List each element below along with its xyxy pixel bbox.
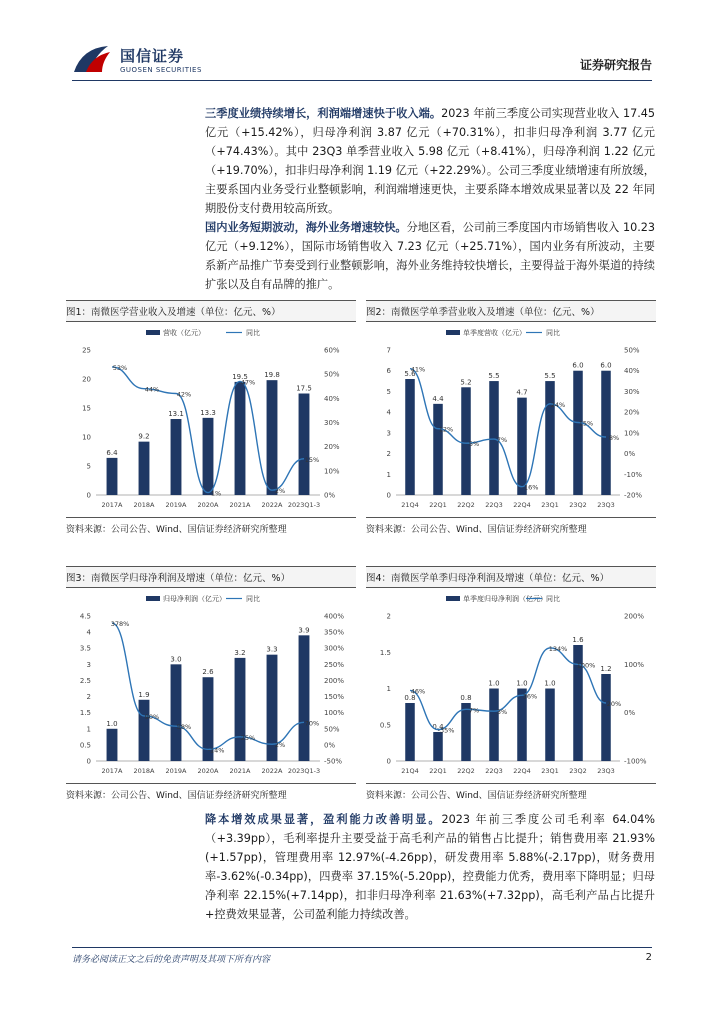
y-tick-label: 2 (86, 693, 91, 702)
x-tick-label: 2023Q1-3 (287, 501, 321, 509)
y-tick-label: 10 (82, 433, 91, 442)
x-tick-label: 22Q1 (429, 767, 447, 775)
growth-label: 36% (522, 692, 538, 701)
y2-tick-label: -20% (624, 491, 643, 500)
bar (299, 635, 310, 761)
growth-label: -14% (207, 746, 225, 755)
growth-label: 46% (410, 687, 426, 696)
growth-label: 24% (550, 400, 566, 409)
x-tick-label: 22Q3 (485, 501, 503, 509)
x-tick-label: 2019A (165, 767, 187, 775)
bar (299, 394, 310, 496)
x-tick-label: 23Q1 (541, 767, 559, 775)
y2-tick-label: 100% (324, 709, 345, 718)
bar (405, 379, 415, 495)
figure-3-source: 资料来源：公司公告、Wind、国信证券经济研究所整理 (66, 783, 356, 801)
y2-tick-label: 40% (624, 367, 640, 376)
y-tick-label: 0.5 (379, 721, 391, 730)
bar (235, 382, 246, 495)
y2-tick-label: 150% (324, 693, 345, 702)
report-type: 证券研究报告 (579, 58, 652, 72)
growth-label: 7% (468, 706, 480, 715)
bar-value-label: 4.4 (432, 394, 444, 403)
y-tick-label: 5 (86, 462, 91, 471)
growth-label: 378% (110, 620, 130, 629)
figure-2 (366, 300, 656, 535)
figure-2-chart (366, 322, 656, 517)
y2-tick-label: 400% (324, 612, 345, 621)
bar-value-label: 4.7 (516, 388, 528, 397)
bar (171, 664, 182, 761)
y2-tick-label: 20% (324, 443, 340, 452)
y-tick-label: 2.5 (79, 676, 91, 685)
y-tick-label: 3 (86, 660, 91, 669)
bar-value-label: 0.8 (460, 694, 472, 702)
bar-value-label: 5.6 (404, 370, 416, 378)
y-tick-label: 1.5 (379, 648, 391, 657)
guosen-logo-icon (72, 42, 112, 76)
x-tick-label: 2020A (197, 767, 219, 775)
growth-label: 2% (274, 487, 286, 496)
bar (489, 689, 499, 762)
bar-value-label: 1.0 (488, 679, 500, 688)
y2-tick-label: 10% (324, 467, 340, 476)
y2-tick-label: 0% (324, 491, 336, 500)
growth-label: 47% (240, 378, 256, 387)
bar-value-label: 1.2 (600, 665, 612, 673)
growth-label: 53% (112, 363, 128, 372)
bar-value-label: 3.3 (266, 645, 278, 654)
bar-value-label: 9.2 (138, 432, 150, 441)
x-tick-label: 2017A (101, 501, 123, 509)
bar-value-label: 5.2 (460, 378, 472, 387)
y2-tick-label: 0% (324, 741, 336, 750)
legend-bar-label: 营收（亿元） (163, 329, 205, 337)
paragraph-2-body: 分地区看，公司前三季度国内市场销售收入 10.23 亿元（+9.12%），国际市场销售收入 7.23 亿元（+25.71%），国内业务有所波动，主要系新产品推广节奏受到行业整顿影响，海外业务维持较快增长，主要得益于海外渠道的持续扩张以及自有品牌的推广。 (205, 221, 655, 291)
y2-tick-label: 0% (624, 709, 636, 718)
x-tick-label: 23Q3 (597, 501, 615, 509)
growth-label: 7% (496, 436, 508, 445)
disclaimer-note: 请务必阅读正文之后的免责声明及其项下所有内容 (72, 955, 271, 965)
figure-1-source: 资料来源：公司公告、Wind、国信证券经济研究所整理 (66, 517, 356, 535)
y-tick-label: 4 (86, 628, 91, 637)
bar-value-label: 5.5 (544, 372, 556, 381)
growth-label: 41% (410, 365, 426, 374)
y2-tick-label: -100% (624, 757, 647, 766)
y-tick-label: 7 (386, 346, 391, 355)
y2-tick-label: -10% (624, 470, 643, 479)
legend-line-label: 同比 (246, 329, 260, 337)
figure-4-source: 资料来源：公司公告、Wind、国信证券经济研究所整理 (366, 783, 656, 801)
growth-label: 2% (274, 741, 286, 750)
paragraph-1-lead: 三季度业绩持续增长，利润端增速快于收入端。 (205, 107, 442, 120)
bar (601, 371, 611, 495)
x-tick-label: 2020A (197, 501, 219, 509)
bar (545, 689, 555, 762)
x-tick-label: 21Q4 (401, 767, 419, 775)
paragraph-1 (205, 104, 655, 218)
bar-value-label: 19.8 (264, 371, 280, 380)
bar-value-label: 1.0 (106, 719, 118, 728)
y-tick-label: 15 (82, 404, 91, 413)
bar-value-label: 3.0 (170, 655, 182, 664)
y-tick-label: 5 (386, 387, 391, 396)
y2-tick-label: 300% (324, 644, 345, 653)
growth-label: 8% (608, 434, 620, 442)
logo (72, 42, 202, 76)
x-tick-label: 22Q4 (513, 767, 531, 775)
y-tick-label: 0.5 (79, 741, 91, 750)
x-tick-label: 2017A (101, 767, 123, 775)
bar (139, 700, 150, 761)
growth-label: 20% (606, 700, 622, 708)
bar-value-label: 13.1 (168, 410, 184, 419)
growth-label: 70% (304, 719, 320, 728)
y-tick-label: 25 (82, 346, 91, 355)
y2-tick-label: 200% (624, 612, 645, 621)
y2-tick-label: 50% (624, 346, 640, 355)
growth-label: 5% (468, 440, 480, 449)
bar-value-label: 1.0 (544, 679, 556, 688)
x-tick-label: 22Q2 (457, 767, 475, 775)
y-tick-label: 4 (386, 408, 391, 417)
paragraph-3-lead: 降本增效成果显著，盈利能力改善明显。 (205, 813, 442, 826)
bar-value-label: 0.4 (432, 723, 444, 731)
bar (601, 674, 611, 761)
y2-tick-label: 100% (624, 660, 645, 669)
x-tick-label: 23Q2 (569, 501, 587, 509)
figure-3-chart (66, 588, 356, 783)
paragraph-1-body: 2023 年前三季度公司实现营业收入 17.45 亿元（+15.42%），归母净利润 3.87 亿元（+70.31%），扣非归母净利润 3.77 亿元（+74.43%）。其中 23Q3 单季营业收入 5.98 亿元（+8.41%），归母净利润 1.22 亿元（+19.70%），扣非归母净利润 1.19 亿元（+22.29%）。公司三季度业绩增速有所放缓，主要系国内业务受行业整顿影响，利润端增速更快，主要系降本增效成果显著以及 22 年同期股份支付费用较高所致。 (205, 107, 655, 215)
x-tick-label: 23Q2 (569, 767, 587, 775)
header-divider (72, 80, 652, 81)
bar (433, 404, 443, 495)
legend-bar-swatch (446, 330, 460, 335)
bar (107, 729, 118, 761)
x-tick-label: 2018A (133, 501, 155, 509)
bar (405, 703, 415, 761)
bar (573, 371, 583, 495)
y-tick-label: 1 (386, 685, 391, 693)
page-number: 2 (645, 952, 652, 963)
x-tick-label: 23Q1 (541, 501, 559, 509)
bar-value-label: 6.0 (572, 361, 584, 370)
bar-value-label: 6.0 (600, 361, 612, 370)
growth-label: 3% (496, 708, 508, 717)
x-tick-label: 21Q4 (401, 501, 419, 509)
y-tick-label: 1 (386, 470, 391, 479)
y-tick-label: 0 (86, 757, 91, 766)
y2-tick-label: 250% (324, 660, 345, 669)
bar-value-label: 13.3 (200, 408, 216, 417)
legend-bar-swatch (146, 330, 160, 335)
growth-label: 15% (304, 455, 320, 464)
y2-tick-label: 10% (624, 429, 640, 438)
growth-label: 134% (548, 644, 568, 653)
figure-1-title: 图1：南微医学营业收入及增速（单位：亿元、%） (66, 300, 356, 322)
x-tick-label: 2022A (261, 767, 283, 775)
bar (433, 732, 443, 761)
bar-value-label: 17.5 (296, 384, 312, 393)
legend-bar-label: 归母净利润（亿元） (163, 595, 226, 603)
y-tick-label: 3.5 (79, 644, 91, 653)
y-tick-label: 20 (82, 375, 91, 384)
bar-value-label: 1.9 (138, 690, 150, 699)
logo-en: GUOSEN SECURITIES (120, 65, 202, 74)
bar-value-label: 3.9 (298, 626, 310, 635)
legend-bar-swatch (446, 596, 460, 601)
y-tick-label: 0 (386, 491, 391, 500)
bar (107, 458, 118, 495)
paragraph-2 (205, 218, 655, 294)
figure-2-source: 资料来源：公司公告、Wind、国信证券经济研究所整理 (366, 517, 656, 535)
x-tick-label: 22Q1 (429, 501, 447, 509)
y-tick-label: 4.5 (79, 612, 91, 621)
growth-label: 15% (578, 419, 594, 428)
logo-cn: 国信证券 (120, 46, 185, 65)
y2-tick-label: 350% (324, 628, 345, 637)
x-tick-label: 2022A (261, 501, 283, 509)
figure-3-title: 图3：南微医学归母净利润及增速（单位：亿元、%） (66, 566, 356, 588)
bar-value-label: 5.5 (488, 372, 500, 381)
bar (235, 658, 246, 761)
y-tick-label: 6 (386, 367, 391, 376)
bar (517, 398, 527, 495)
figure-4 (366, 566, 656, 801)
figure-4-chart (366, 588, 656, 783)
x-tick-label: 2021A (229, 767, 251, 775)
bar (545, 381, 555, 495)
growth-label: -35% (437, 726, 455, 735)
y-tick-label: 0 (386, 757, 391, 766)
y-tick-label: 3 (386, 429, 391, 438)
bar (139, 442, 150, 495)
y-tick-label: 1 (86, 725, 91, 734)
x-tick-label: 22Q4 (513, 501, 531, 509)
bar (267, 380, 278, 495)
y-tick-label: 1.5 (79, 709, 91, 718)
y2-tick-label: 40% (324, 394, 340, 403)
figure-2-title: 图2：南微医学单季营业收入及增速（单位：亿元、%） (366, 300, 656, 322)
paragraph-3-body: 2023 年前三季度公司毛利率 64.04%（+3.39pp），毛利率提升主要受益于高毛利产品的销售占比提升；销售费用率 21.93%(+1.57pp)，管理费用率 12.97%(-4.26pp)，研发费用率 5.88%(-2.17pp)，财务费用率-3.62%(-0.34pp)，四费率 37.15%(-5.20pp)，控费能力优秀，费用率下降明显；归母净利率 22.15%(+7.14pp)，扣非归母净利率 21.63%(+7.32pp)，高毛利产品占比提升+控费效果显著，公司盈利能力持续改善。 (205, 813, 655, 921)
legend-line-label: 同比 (546, 595, 560, 603)
y2-tick-label: 50% (324, 725, 340, 734)
x-tick-label: 22Q3 (485, 767, 503, 775)
growth-label: 90% (144, 712, 160, 721)
growth-label: 42% (176, 390, 192, 399)
legend-line-label: 同比 (246, 595, 260, 603)
legend-bar-swatch (146, 596, 160, 601)
growth-label: 12% (438, 425, 454, 434)
figure-1 (66, 300, 356, 535)
bar-value-label: 1.6 (572, 636, 584, 644)
y2-tick-label: 30% (624, 387, 640, 396)
bar (203, 418, 214, 495)
y-tick-label: 2 (386, 450, 391, 459)
x-tick-label: 22Q2 (457, 501, 475, 509)
figure-3 (66, 566, 356, 801)
y2-tick-label: 200% (324, 676, 345, 685)
x-tick-label: 2019A (165, 501, 187, 509)
growth-label: 25% (240, 733, 256, 742)
paragraph-2-lead: 国内业务短期波动，海外业务增速较快。 (205, 221, 407, 234)
x-tick-label: 2021A (229, 501, 251, 509)
y2-tick-label: 0% (624, 450, 636, 459)
x-tick-label: 2023Q1-3 (287, 767, 321, 775)
y2-tick-label: 30% (324, 419, 340, 427)
y2-tick-label: -50% (324, 757, 343, 766)
y2-tick-label: 20% (624, 408, 640, 417)
growth-label: 58% (176, 723, 192, 732)
y2-tick-label: 50% (324, 370, 340, 379)
paragraph-3 (205, 810, 655, 924)
bar (171, 419, 182, 495)
y-tick-label: 2 (386, 612, 391, 621)
y-tick-label: 0 (86, 491, 91, 500)
x-tick-label: 23Q3 (597, 767, 615, 775)
growth-label: 100% (576, 661, 596, 670)
bar-value-label: 19.5 (232, 372, 248, 381)
x-tick-label: 2018A (133, 767, 155, 775)
bar-value-label: 1.0 (516, 679, 528, 688)
legend-line-label: 同比 (546, 329, 560, 337)
bar-value-label: 3.2 (234, 648, 246, 657)
growth-label: 44% (144, 385, 160, 394)
figure-1-chart (66, 322, 356, 517)
bar-value-label: 6.4 (106, 448, 118, 457)
y2-tick-label: 60% (324, 346, 340, 355)
growth-label: 1% (210, 489, 222, 498)
figure-4-title: 图4：南微医学单季归母净利润及增速（单位：亿元、%） (366, 566, 656, 588)
legend-bar-label: 单季度营收（亿元） (463, 329, 526, 337)
bar-value-label: 2.6 (202, 668, 214, 677)
footer-divider (72, 947, 652, 948)
bar-value-label: 0.8 (404, 694, 416, 702)
legend-bar-label: 单季度归母净利润（亿元） (463, 595, 547, 603)
growth-label: -16% (521, 483, 539, 492)
